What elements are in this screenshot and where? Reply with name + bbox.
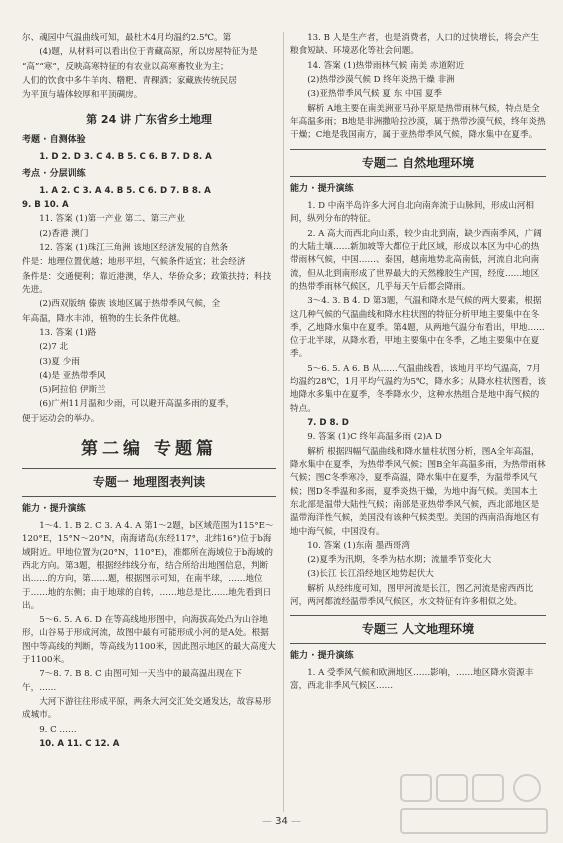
section-label: 能力 · 提升演练 (290, 651, 354, 661)
left-column (22, 32, 276, 752)
answer-line: 10. A 11. C 12. A (39, 738, 120, 749)
answer-line: (3)长江 长江沿经地区地势起伏大 (307, 569, 434, 580)
text-line: “高”“寒”，反映高寒特征的有农业以高寒畜牧业为主； (22, 61, 229, 72)
answer-line: (3)亚热带季风气候 夏 东 中国 夏季 (307, 89, 443, 100)
answer-paragraph: 5～6. 5. A 6. D 在等高线地形图中，向海拔高处凸为山谷地形，山谷易于形成河流，故图中最有可能形成小河的是A处。根据图中等高线的判断，等高线为1100米，因此图示地区的最大高度大于1100米。 (22, 615, 276, 666)
part-title: 第二编 专题篇 (81, 439, 217, 460)
answer-paragraph: 13. B 人是生产者，也是消费者，人口的过快增长，将会产生粮食短缺、环境恶化等社会问题。 (290, 33, 539, 57)
answer-line: 9. 答案 (1)C 终年高温多雨 (2)A D (307, 432, 442, 443)
answer-line: (2)7 北 (39, 342, 69, 353)
answer-paragraph: 1～4. 1. B 2. C 3. A 4. A 第1～2题，b区域范围为115°E～120°E，15°N～20°N，南海诸岛(东经117°，北纬16°)位于b海域附近。甲地位置为(20°N，110°E)，准都所在海域位于b海域的西北方向。第3题，根据经纬线分布，结合所给出地图信息，判断出……的方向，第……题，根据图示可知，在南半球，……地位于……地的东侧；由于地球的自转，……地总是比……地先看到日出。 (22, 520, 274, 611)
text-line: (4)题，从材料可以看出位于青藏高原，所以房屋特征为是 (39, 47, 258, 58)
page-number: — 34 — (261, 816, 302, 827)
page-number-value: 34 (275, 816, 288, 827)
answer-line: 13. 答案 (1)路 (39, 327, 97, 338)
text-line: 尔、魂园中气温曲线可知，最杜木4月均温约2.5℃。第 (22, 33, 232, 43)
watermark-logo (399, 771, 549, 837)
answer-line: 便于运动会的举办。 (22, 413, 100, 424)
answer-line: (2)热带沙漠气候 D 终年炎热干燥 非洲 (307, 74, 455, 85)
answer-line: (5)阿拉伯 伊斯兰 (39, 385, 106, 396)
answer-paragraph: 5～6. 5. A 6. B 从……气温曲线看，该地月平均气温高，7月均温约28℃，1月平均气温约为5℃，降水多；从降水柱状图看，该地降水多集中在夏季，冬季降水少，这种水热组合是地中海气候的特点。 (290, 363, 546, 414)
answer-paragraph: 1. D 中南半岛许多大河自北向南奔流于山脉间，形成山河相间，纵列分布的特征。 (290, 201, 534, 225)
answer-line: 年高温，降水丰沛，植物的生长条件优越。 (22, 313, 186, 324)
answer-line: 12. 答案 (1)珠江三角洲 该地区经济发展的自然条 (39, 243, 228, 254)
answer-paragraph: 9. C …… (39, 724, 77, 735)
answer-line: (3)夏 少雨 (39, 356, 80, 367)
answer-line: 9. B 10. A (22, 200, 69, 211)
text-line: 为平顶与墙体较厚和平顶碉房。 (22, 90, 143, 101)
section-label: 能力 · 提升演练 (290, 184, 354, 195)
section-label: 考点 · 分层训练 (22, 168, 86, 179)
section-label: 考题 · 自测体验 (22, 134, 86, 145)
answer-line: 10. 答案 (1)东南 墨西哥湾 (307, 540, 410, 551)
answer-line: 1. A 2. C 3. A 4. B 5. C 6. D 7. B 8. A (39, 185, 211, 196)
analysis-paragraph: 解析 A地主要在南美洲亚马孙平原是热带雨林气候，特点是全年高温多雨；B地是非洲撒哈拉沙漠，属于热带沙漠气候，终年炎热干燥；C地是我国南方，属于亚热带季风气候，降水集中在夏季。 (290, 103, 546, 141)
column-divider (283, 32, 284, 812)
answer-line: 11. 答案 (1)第一产业 第二、第三产业 (39, 214, 185, 225)
answer-line: 14. 答案 (1)热带雨林气候 南美 赤道附近 (307, 60, 465, 71)
answer-paragraph: 7～8. 7. B 8. C 由图可知一天当中的最高温出现在下午，…… (22, 669, 242, 693)
answer-paragraph: 大河下游往往形成平原，两条大河交汇处交通发达，故容易形成城市。 (22, 697, 272, 721)
topic-title: 专题一 地理图表判读 (22, 468, 276, 497)
analysis-paragraph: 解析 从经纬度可知，图甲河流是长江，图乙河流是密西西比河，两河都流经温带季风气候区，水文特征有许多相似之处。 (290, 583, 534, 608)
answer-line: 7. D 8. D (307, 418, 349, 429)
answer-line: (2)夏季为汛期，冬季为枯水期；流量季节变化大 (307, 555, 492, 566)
answer-line: (4)是 亚热带季风 (39, 370, 106, 381)
answer-line: (2)香港 澳门 (39, 228, 89, 239)
answer-paragraph: 2. A 高大而西北向山系，较少由北到南，缺少西南季风，广阔的大陆土壤……新加坡等大都位于此区域，形成以本区为中心的热带雨林气候，中国……、泰国，越南地势北高南低，河流自北向南流，但从北到南形成了世界最大的天然橡胶生产国，经度……地区的热带季雨林气候区，几乎每天午后都会降雨。 (290, 228, 542, 292)
answer-line: 件是：地理位置优越；地形平坦，气候条件适宜；社会经济 (22, 257, 246, 268)
analysis-paragraph: 解析 根据四幅气温曲线和降水量柱状图分析，图A全年高温，降水集中在夏季，为热带季风气候；图B全年高温多雨，为热带雨林气候；图C冬季寒冷，夏季高温，降水集中在夏季，为温带季风气候；图D冬季温和多雨，夏季炎热干燥，为地中海气候。美国本土东北部是温带大陆性气候；南部是亚热带季风气候，西北部地区是温带海洋性气候，美国没有该种气候类型。美国的西南沿海地区有地中海气候，中国没有。 (290, 446, 546, 537)
answer-line: 1. D 2. D 3. C 4. B 5. C 6. B 7. D 8. A (39, 151, 212, 162)
section-label: 能力 · 提升演练 (22, 504, 86, 515)
answer-line: (2)西双版纳 傣族 该地区属于热带季风气候，全 (39, 299, 221, 310)
text-line: 人们的饮食中多牛羊肉、糌粑、青稞酒；家藏族传统民居 (22, 75, 237, 86)
right-column (290, 32, 546, 695)
answer-paragraph: 1. A 受季风气候和欧洲地区……影响，……地区降水资源丰富，西北非季风气候区…… (290, 667, 534, 692)
topic-title: 专题三 人文地理环境 (290, 615, 546, 644)
lecture-title: 第 24 讲 广东省乡土地理 (86, 112, 212, 126)
topic-title: 专题二 自然地理环境 (290, 149, 546, 178)
answer-line: 条件是：交通便利；靠近港澳，华人、华侨众多；政策扶持；科技先进。 (22, 271, 272, 295)
answer-paragraph: 3～4. 3. B 4. D 第3题，气温和降水是气候的两大要素，根据这几种气候的气温曲线和降水柱状图的特征分析甲地主要集中在冬季，乙地降水集中在夏季。第4题，从两地气温分布看出，甲地……位于北半球，从降水看，甲地主要集中在冬季，乙地主要集中在夏季。 (290, 296, 545, 360)
answer-line: (6)广州11月温和少雨，可以避开高温多雨的夏季， (39, 399, 235, 410)
